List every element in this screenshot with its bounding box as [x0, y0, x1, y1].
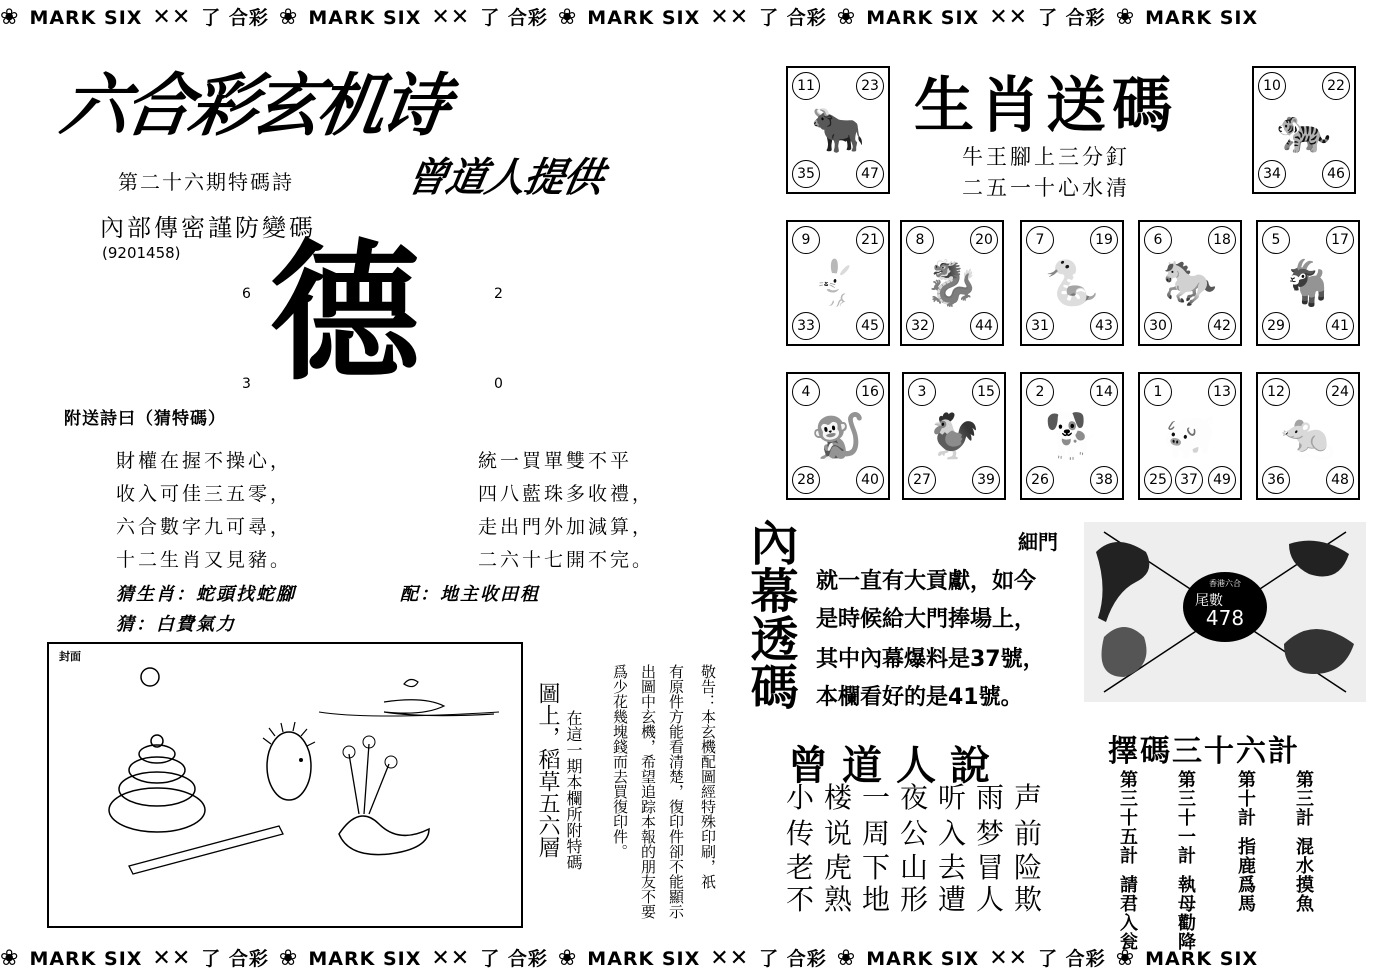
flower-icon: ❀ — [1115, 946, 1136, 971]
zodiac-number: 26 — [1026, 466, 1054, 494]
tiger-icon: 🐅 — [1276, 105, 1332, 156]
code-number: (9201458) — [102, 244, 181, 262]
zodiac-box-tiger — [1252, 66, 1356, 194]
horse-icon: 🐎 — [1162, 258, 1218, 309]
poem-left-line: 十二生肖又見豬。 — [116, 549, 293, 571]
top-brand-strip — [0, 3, 1391, 33]
picture-caption-small: 封面 — [59, 650, 81, 663]
plans-title: 擇碼三十六計 — [1108, 734, 1300, 769]
brand-text: 了 合彩 — [480, 948, 548, 970]
zodiac-box-horse — [1138, 220, 1242, 346]
corner-digit-tr: 2 — [494, 286, 503, 302]
guess-zodiac-label: 猜生肖： — [116, 584, 196, 605]
zodiac-box-rat — [1256, 372, 1360, 500]
provider-label: 曾道人提供 — [403, 155, 607, 201]
plan-column — [1290, 770, 1316, 913]
pig-icon: 🐖 — [1162, 411, 1218, 462]
plan-label: 第十計 — [1235, 770, 1256, 827]
brand-text: 了 合彩 — [201, 7, 269, 29]
poem-left-line: 財權在握不操心， — [116, 450, 293, 472]
inside-line: 其中內幕爆料是37號， — [816, 647, 1045, 672]
rooster-icon: 🐓 — [926, 411, 982, 462]
zodiac-box-monkey — [786, 372, 890, 500]
zodiac-number: 42 — [1208, 312, 1236, 340]
star-icon: ✕✕ — [710, 5, 750, 30]
poem-right-line: 走出門外加減算， — [478, 516, 655, 538]
zodiac-number: 46 — [1322, 160, 1350, 188]
plan-label: 第三計 — [1293, 770, 1314, 827]
zodiac-box-ox — [786, 66, 890, 194]
zodiac-number: 33 — [792, 312, 820, 340]
zodiac-number: 34 — [1258, 160, 1286, 188]
zodiac-box-snake — [1020, 220, 1124, 346]
star-icon: ✕✕ — [152, 946, 192, 971]
brand-text: MARK SIX — [29, 7, 143, 29]
zodiac-box-pig — [1138, 372, 1242, 500]
zodiac-number: 17 — [1326, 226, 1354, 254]
tseng-line: 传说周公入梦前 — [786, 817, 1053, 850]
zodiac-number: 29 — [1262, 312, 1290, 340]
brand-text: 了 合彩 — [201, 948, 269, 970]
zodiac-number: 41 — [1326, 312, 1354, 340]
brand-text: MARK SIX — [866, 7, 980, 29]
monkey-icon: 🐒 — [810, 411, 866, 462]
guess-zodiac-value: 蛇頭找蛇腳 — [196, 584, 296, 605]
poem-right-line: 二六十七開不完。 — [478, 549, 655, 571]
flower-icon: ❀ — [557, 5, 578, 30]
guess-value: 白費氣力 — [156, 614, 236, 635]
plan-column — [1114, 770, 1140, 951]
guess-zodiac — [116, 580, 296, 606]
brand-text: 了 合彩 — [1038, 948, 1106, 970]
flower-icon: ❀ — [0, 946, 20, 971]
zodiac-number: 36 — [1262, 466, 1290, 494]
brand-text: MARK SIX — [1145, 7, 1259, 29]
match-label: 配： — [400, 584, 440, 605]
zodiac-number: 3 — [908, 378, 936, 406]
zodiac-number: 27 — [908, 466, 936, 494]
zodiac-title: 生肖送碼 — [914, 71, 1178, 141]
plan-label: 第三十五計 — [1117, 770, 1138, 865]
star-icon: ✕✕ — [989, 946, 1029, 971]
zodiac-box-dog — [1020, 372, 1124, 500]
brand-text: MARK SIX — [587, 948, 701, 970]
zodiac-number: 13 — [1208, 378, 1236, 406]
brand-text: 了 合彩 — [759, 7, 827, 29]
plan-value: 請君入瓮 — [1117, 875, 1138, 951]
tail-label: 尾數 — [1195, 593, 1223, 609]
corner-digit-br: 0 — [494, 376, 503, 392]
attached-poem-heading: 附送詩曰（猜特碼） — [64, 409, 226, 429]
rat-icon: 🐀 — [1280, 411, 1336, 462]
flower-icon: ❀ — [278, 946, 299, 971]
zodiac-number: 32 — [906, 312, 934, 340]
notice-column: 出圖中玄機，希望追踪本報的朋友不要 — [639, 664, 657, 919]
poem-right-line: 四八藍珠多收禮， — [478, 483, 655, 505]
zodiac-number: 10 — [1258, 72, 1286, 100]
star-icon: ✕✕ — [989, 5, 1029, 30]
zodiac-verse-line: 二五一十心水清 — [962, 176, 1130, 200]
brand-text: MARK SIX — [866, 948, 980, 970]
caption-column-2: 圖上，稻草五六層 — [535, 682, 560, 858]
tail-value: 478 — [1205, 606, 1245, 630]
main-title: 六合彩玄机诗 — [55, 67, 451, 146]
zodiac-number: 37 — [1175, 466, 1203, 494]
zodiac-number: 40 — [856, 466, 884, 494]
star-icon: ✕✕ — [431, 5, 471, 30]
tseng-line: 不熟地形遭人欺 — [786, 883, 1053, 916]
notice-column: 爲少花幾塊錢而去買復印件。 — [611, 664, 629, 859]
plan-label: 第三十一計 — [1175, 770, 1196, 865]
brand-text: MARK SIX — [29, 948, 143, 970]
zodiac-number: 12 — [1262, 378, 1290, 406]
tail-badge-caption: 香港六合 — [1209, 579, 1241, 588]
snake-icon: 🐍 — [1044, 258, 1100, 309]
zodiac-number: 6 — [1144, 226, 1172, 254]
brand-text: 了 合彩 — [1038, 7, 1106, 29]
secret-line: 內部傳密謹防變碼 — [100, 214, 316, 242]
poem-left-line: 六合數字九可尋， — [116, 516, 293, 538]
zodiac-number: 5 — [1262, 226, 1290, 254]
star-icon: ✕✕ — [152, 5, 192, 30]
zodiac-number: 14 — [1090, 378, 1118, 406]
brand-text: MARK SIX — [308, 948, 422, 970]
zodiac-box-rabbit — [786, 220, 890, 346]
tail-badge — [1183, 572, 1267, 642]
brand-text: MARK SIX — [587, 7, 701, 29]
goat-icon: 🐐 — [1280, 258, 1336, 309]
issue-poem-label: 第二十六期特碼詩 — [118, 170, 294, 194]
brand-text: 了 合彩 — [759, 948, 827, 970]
zodiac-number: 22 — [1322, 72, 1350, 100]
zodiac-number: 24 — [1326, 378, 1354, 406]
zodiac-number: 38 — [1090, 466, 1118, 494]
notice-column: 有原件方能看清楚，復印件卻不能顯示 — [667, 664, 685, 919]
star-icon: ✕✕ — [431, 946, 471, 971]
zodiac-number: 48 — [1326, 466, 1354, 494]
zodiac-box-dragon — [900, 220, 1004, 346]
guess-hint — [116, 610, 236, 636]
zodiac-number: 49 — [1208, 466, 1236, 494]
corner-digit-bl: 3 — [242, 376, 251, 392]
zodiac-number: 15 — [972, 378, 1000, 406]
flower-icon: ❀ — [1115, 5, 1136, 30]
caption-column-1: 在這一期本欄所附特碼 — [564, 710, 583, 870]
zodiac-number: 45 — [856, 312, 884, 340]
poem-left-line: 收入可佳三五零， — [116, 483, 293, 505]
corner-digit-tl: 6 — [242, 286, 251, 302]
inside-header: 細門 — [1018, 530, 1058, 554]
zodiac-number: 4 — [792, 378, 820, 406]
match-value: 地主收田租 — [440, 584, 540, 605]
flower-icon: ❀ — [836, 5, 857, 30]
plan-value: 指鹿爲馬 — [1235, 837, 1256, 913]
inside-line: 就一直有大貢獻，如今 — [816, 569, 1037, 594]
inside-line: 本欄看好的是41號。 — [816, 685, 1023, 710]
zodiac-number: 18 — [1208, 226, 1236, 254]
zodiac-number: 25 — [1144, 466, 1172, 494]
plan-column — [1172, 770, 1198, 951]
zodiac-box-rooster — [902, 372, 1006, 500]
zodiac-number: 11 — [792, 72, 820, 100]
tseng-line: 老虎下山去冒险 — [786, 851, 1053, 884]
zodiac-number: 8 — [906, 226, 934, 254]
zodiac-number: 21 — [856, 226, 884, 254]
rabbit-icon: 🐇 — [810, 258, 866, 309]
ox-icon: 🐂 — [810, 105, 866, 156]
flower-icon: ❀ — [278, 5, 299, 30]
zodiac-box-goat — [1256, 220, 1360, 346]
star-icon: ✕✕ — [710, 946, 750, 971]
zodiac-number: 1 — [1144, 378, 1172, 406]
zodiac-number: 43 — [1090, 312, 1118, 340]
poem-right-line: 統一買單雙不平 — [478, 450, 633, 472]
flower-icon: ❀ — [836, 946, 857, 971]
guess-label: 猜： — [116, 614, 156, 635]
tail-number-panel — [1084, 522, 1366, 702]
zodiac-number: 44 — [970, 312, 998, 340]
brand-text: 了 合彩 — [480, 7, 548, 29]
tseng-line: 小楼一夜听雨声 — [786, 781, 1053, 814]
flower-icon: ❀ — [0, 5, 20, 30]
inside-line: 是時候給大門捧場上， — [816, 607, 1037, 632]
tseng-title: 曾道人說 — [788, 743, 1004, 789]
inside-title: 內幕透碼 — [742, 518, 798, 710]
brand-text: MARK SIX — [1145, 948, 1259, 970]
plan-value: 混水摸魚 — [1293, 837, 1314, 913]
zodiac-number: 19 — [1090, 226, 1118, 254]
plan-value: 執母勸降 — [1175, 875, 1196, 951]
notice-column: 敬告：本玄機配圖經特殊印刷，祇 — [699, 664, 717, 889]
puzzle-illustration — [49, 644, 521, 926]
zodiac-number: 2 — [1026, 378, 1054, 406]
plan-column — [1232, 770, 1258, 913]
puzzle-picture-box — [47, 642, 523, 928]
zodiac-number: 23 — [856, 72, 884, 100]
brand-text: MARK SIX — [308, 7, 422, 29]
zodiac-number: 28 — [792, 466, 820, 494]
zodiac-verse-line: 牛王腳上三分釘 — [962, 145, 1130, 169]
zodiac-number: 35 — [792, 160, 820, 188]
zodiac-number: 47 — [856, 160, 884, 188]
flower-icon: ❀ — [557, 946, 578, 971]
zodiac-number: 39 — [972, 466, 1000, 494]
dragon-icon: 🐉 — [924, 258, 980, 309]
zodiac-number: 20 — [970, 226, 998, 254]
match-hint — [400, 580, 540, 606]
dog-icon: 🐕 — [1044, 411, 1100, 462]
zodiac-number: 9 — [792, 226, 820, 254]
big-character: 德 — [270, 225, 421, 401]
zodiac-number: 7 — [1026, 226, 1054, 254]
zodiac-number: 31 — [1026, 312, 1054, 340]
zodiac-number: 16 — [856, 378, 884, 406]
zodiac-number: 30 — [1144, 312, 1172, 340]
